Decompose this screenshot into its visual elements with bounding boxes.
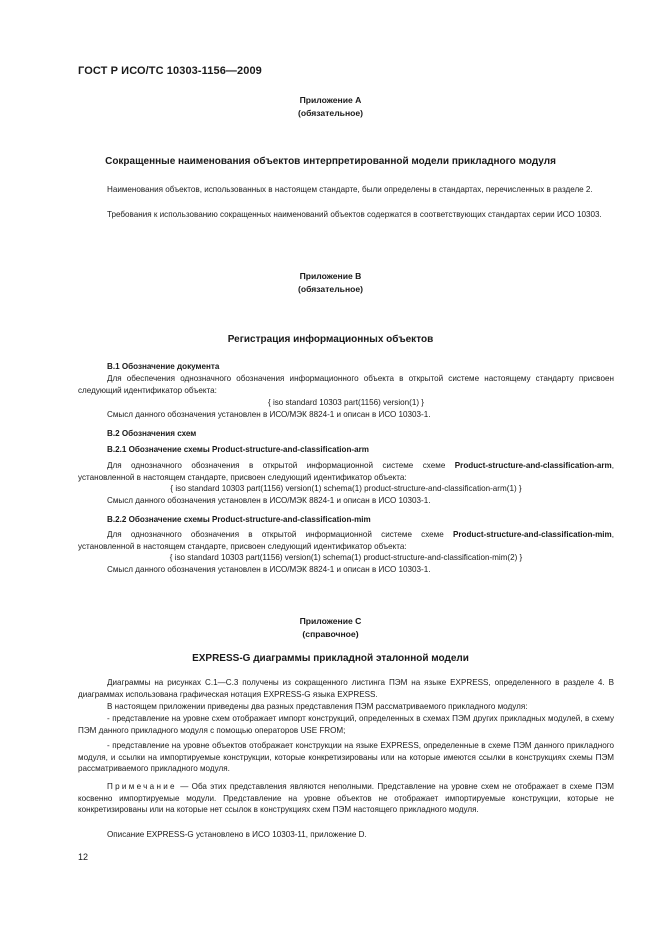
schema-name-arm: Product-structure-and-classification-arm	[454, 461, 612, 470]
page-number: 12	[78, 852, 89, 862]
section-b22-meaning: Смысл данного обозначения установлен в ИСО/МЭК 8824-1 и описан в ИСО 10303-1.	[107, 565, 431, 574]
section-b22-identifier: { iso standard 10303 part(1156) version(1) schema(1) product-structure-and-classification-mim(2) }	[169, 553, 523, 562]
section-b1-heading: В.1 Обозначение документа	[107, 362, 220, 371]
appendix-b-title: Регистрация информационных объектов	[227, 334, 434, 345]
section-b21-identifier: { iso standard 10303 part(1156) version(1) schema(1) product-structure-and-classification-arm(1) }	[170, 484, 522, 493]
section-b21-text: Для однозначного обозначения в открытой информационной системе схеме Product-structure-and-classification-arm, установленной в настоящем стандарте, присвоен следующий идентификатор объекта:	[78, 461, 614, 482]
section-b21-heading: В.2.1 Обозначение схемы Product-structure-and-classification-arm	[107, 445, 369, 454]
appendix-c-list-item-2: - представление на уровне объектов отображает конструкции на языке EXPRESS, определенные в схеме ПЭМ данного прикладного модуля, и ссылки на импортируемые конструкции, которые конкретизированы или на которые имеются ссылки в конструкциях схемы ПЭМ рассматриваемого прикладного модуля.	[78, 741, 614, 774]
appendix-c-list-item-1: - представление на уровне схем отображает импорт конструкций, определенных в схемах ПЭМ других прикладных модулей, в схему ПЭМ данного прикладного модуля с помощью операторов USE FROM;	[78, 714, 614, 735]
section-b1-text: Для обеспечения однозначного обозначения информационного объекта в открытой системе настоящему стандарту присвоен следующий идентификатор объекта:	[78, 374, 614, 395]
document-header: ГОСТ Р ИСО/ТС 10303-1156—2009	[78, 65, 262, 77]
schema-name-mim: Product-structure-and-classification-mim	[452, 530, 612, 539]
appendix-c-note: Примечание — Оба этих представления являются неполными. Представление на уровне схем не отображает в схеме ПЭМ косвенно импортируемые модули. Представление на уровне объектов не отображает импортируемые конструкции, которые не конкретизированы или на которые нет ссылок в конструкциях схем ПЭМ настоящего прикладного модуля.	[78, 782, 614, 815]
appendix-c-status: (справочное)	[302, 629, 359, 639]
appendix-a-status: (обязательное)	[297, 108, 364, 118]
appendix-b-status: (обязательное)	[297, 284, 364, 294]
appendix-a-title: Сокращенные наименования объектов интерпретированной модели прикладного модуля	[105, 156, 556, 167]
appendix-b-label: Приложение В	[299, 271, 362, 281]
section-b1-meaning: Смысл данного обозначения установлен в ИСО/МЭК 8824-1 и описан в ИСО 10303-1.	[107, 410, 431, 419]
appendix-a-label: Приложение А	[299, 95, 362, 105]
note-label: Примечание	[107, 782, 177, 791]
appendix-c-paragraph-2: В настоящем приложении приведены два разных представления ПЭМ рассматриваемого прикладного модуля:	[107, 702, 528, 711]
appendix-c-title: EXPRESS-G диаграммы прикладной эталонной модели	[192, 653, 469, 664]
appendix-c-label: Приложение С	[299, 616, 362, 626]
appendix-a-paragraph-2: Требования к использованию сокращенных наименований объектов содержатся в соответствующих стандартах серии ИСО 10303.	[107, 210, 602, 219]
section-b21-meaning: Смысл данного обозначения установлен в ИСО/МЭК 8824-1 и описан в ИСО 10303-1.	[107, 496, 431, 505]
section-b22-text: Для однозначного обозначения в открытой информационной системе схеме Product-structure-and-classification-mim, установленной в настоящем стандарте, присвоен следующий идентификатор объекта:	[78, 530, 614, 551]
appendix-a-paragraph-1: Наименования объектов, использованных в настоящем стандарте, были определены в стандартах, перечисленных в разделе 2.	[107, 185, 593, 194]
appendix-c-last-paragraph: Описание EXPRESS-G установлено в ИСО 10303-11, приложение D.	[107, 830, 367, 839]
appendix-c-paragraph-1: Диаграммы на рисунках С.1—С.3 получены из сокращенного листинга ПЭМ на языке EXPRESS, определенного в разделе 4. В диаграммах использована графическая нотация EXPRESS-G языка EXPRESS.	[78, 678, 614, 699]
section-b1-identifier: { iso standard 10303 part(1156) version(1) }	[268, 398, 424, 407]
section-b2-heading: В.2 Обозначения схем	[107, 429, 197, 438]
section-b22-heading: В.2.2 Обозначение схемы Product-structure-and-classification-mim	[107, 515, 371, 524]
